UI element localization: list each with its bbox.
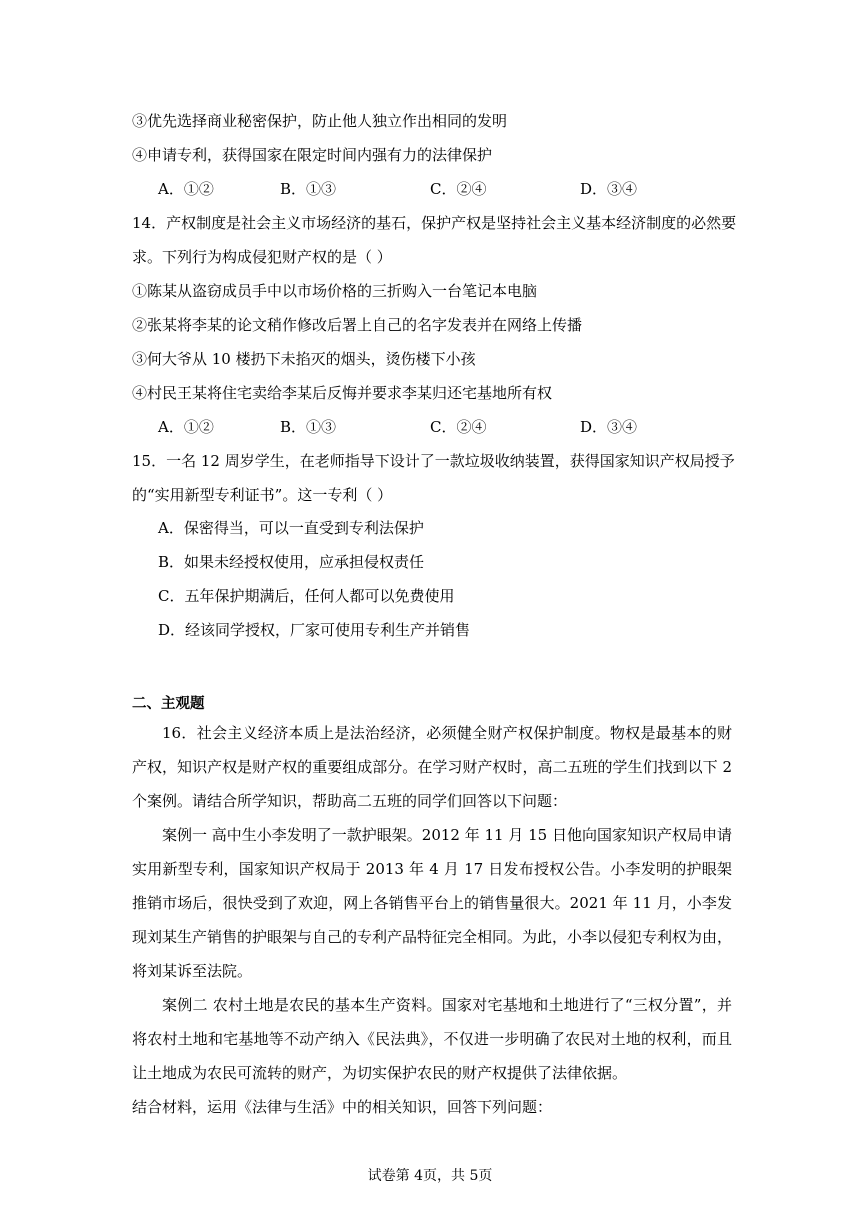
q13-item-4: ④申请专利，获得国家在限定时间内强有力的法律保护: [132, 146, 493, 164]
q14-item-4: ④村民王某将住宅卖给李某后反悔并要求李某归还宅基地所有权: [132, 384, 553, 402]
q15-stem-line-2: 的“实用新型专利证书”。这一专利（ ）: [132, 486, 393, 504]
q13-option-c: C．②④: [430, 180, 487, 198]
q14-option-b: B．①③: [280, 418, 337, 436]
case-1-text: 案例一 高中生小李发明了一款护眼架。2012 年 11 月 15 日他向国家知识产权局申请实用新型专利，国家知识产权局于 2013 年 4 月 17 日发布授权公告。小李发明的护眼架推销市场后，很快受到了欢迎，网上各销售平台上的销售量很大。2021 年 11 月，小李发现刘某生产销售的护眼架与自己的专利产品特征完全相同。为此，小李以侵犯专利权为由，将刘某诉至法院。: [132, 826, 733, 980]
q13-option-d: D．③④: [580, 180, 638, 198]
case-2-text: 案例二 农村土地是农民的基本生产资料。国家对宅基地和土地进行了“三权分置”，并将农村土地和宅基地等不动产纳入《民法典》，不仅进一步明确了农民对土地的权利，而且让土地成为农民可流转的财产，为切实保护农民的财产权提供了法律依据。: [132, 996, 732, 1082]
q14-option-c: C．②④: [430, 418, 487, 436]
q14-item-2: ②张某将李某的论文稍作修改后署上自己的名字发表并在网络上传播: [132, 316, 583, 334]
q15-option-b: B．如果未经授权使用，应承担侵权责任: [158, 553, 425, 571]
case-2: [132, 988, 732, 1090]
q13-option-a: A．①②: [158, 180, 214, 198]
q14-stem-line-2: 求。下列行为构成侵犯财产权的是（ ）: [132, 248, 392, 266]
q15-stem-line-1: 15．一名 12 周岁学生，在老师指导下设计了一款垃圾收纳装置，获得国家知识产权局授予: [132, 452, 735, 470]
q14-option-d: D．③④: [580, 418, 638, 436]
section-title-subjective: 二、主观题: [132, 696, 205, 712]
q13-option-b: B．①③: [280, 180, 337, 198]
q14-stem-line-1: 14．产权制度是社会主义市场经济的基石，保护产权是坚持社会主义基本经济制度的必然要: [132, 214, 737, 232]
q13-item-3: ③优先选择商业秘密保护，防止他人独立作出相同的发明: [132, 112, 508, 130]
case-1: [132, 818, 732, 988]
q16-intro-text: 16．社会主义经济本质上是法治经济，必须健全财产权保护制度。物权是最基本的财产权，知识产权是财产权的重要组成部分。在学习财产权时，高二五班的学生们找到以下 2 个案例。请结合所学知识，帮助高二五班的同学们回答以下问题：: [132, 724, 732, 810]
q14-item-1: ①陈某从盗窃成员手中以市场价格的三折购入一台笔记本电脑: [132, 282, 538, 300]
q14-option-a: A．①②: [158, 418, 214, 436]
page-footer: 试卷第 4页，共 5页: [367, 1168, 493, 1184]
q15-option-c: C．五年保护期满后，任何人都可以免费使用: [158, 587, 455, 605]
answer-instruction: 结合材料，运用《法律与生活》中的相关知识，回答下列问题：: [132, 1098, 553, 1116]
q15-option-a: A．保密得当，可以一直受到专利法保护: [158, 519, 424, 537]
q15-option-d: D．经该同学授权，厂家可使用专利生产并销售: [158, 621, 471, 639]
q14-item-3: ③何大爷从 10 楼扔下未掐灭的烟头，烫伤楼下小孩: [132, 350, 476, 368]
q16-intro: [132, 716, 732, 818]
